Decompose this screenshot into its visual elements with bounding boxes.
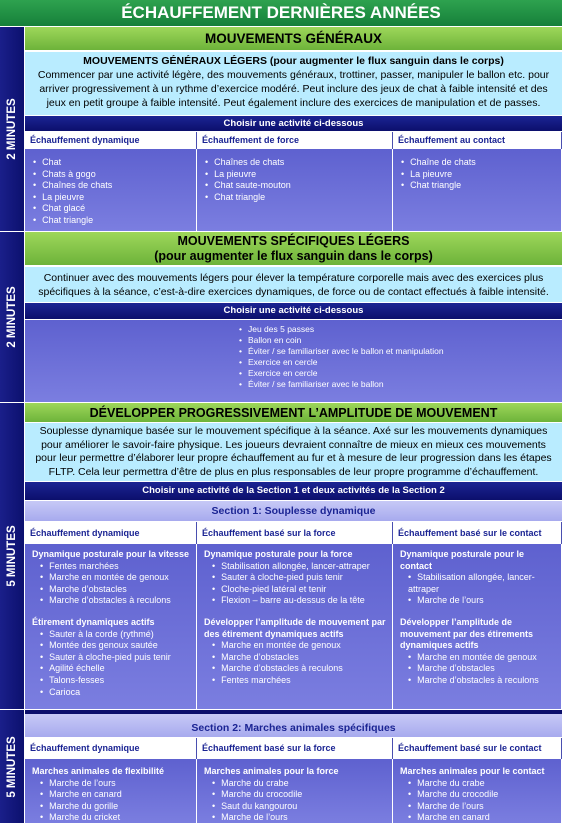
section-a-choose: Choisir une activité ci-dessous (25, 115, 562, 132)
group-title: Dynamique posturale pour la vitesse (32, 549, 190, 559)
section-a-intro-title: MOUVEMENTS GÉNÉRAUX LÉGERS (pour augmenter le flux sanguin dans le corps) (83, 55, 504, 67)
activity-list (204, 778, 392, 823)
column-header: Échauffement basé sur le contact (393, 738, 562, 759)
section-a-intro (25, 52, 562, 115)
column-header: Échauffement basé sur la force (197, 522, 393, 544)
activity-list (400, 778, 561, 823)
list-item: • Chaînes de chats (205, 157, 392, 169)
list-item: • Talons-fesses (40, 675, 196, 687)
section-a-intro-text: Commencer par une activité légère, des mouvements généraux, trottiner, passer, manipuler le ballon etc. pour arriver progressivement à un rythme d’exercice modéré. Peut inclure des jeux de chat à faible intensité et des jeux en petit groupe à faible intensité. Peut également inclure des exercices de manipulation et de passes. (37, 69, 550, 109)
activity-list (32, 561, 196, 607)
list-item: • Marche d’obstacles (212, 652, 392, 664)
section-c-choose: Choisir une activité de la Section 1 et deux activités de la Section 2 (25, 481, 562, 501)
list-item: • Éviter / se familiariser avec le ballon (239, 379, 562, 390)
list-item: • Chat triangle (33, 215, 196, 227)
time-label-d: 5 MINUTES (0, 710, 25, 823)
activity-list (33, 157, 196, 227)
column-body (393, 544, 562, 709)
list-item: • Marche du cricket (40, 812, 196, 823)
column-header: Échauffement au contact (393, 132, 562, 149)
list-item: • Montée des genoux sautée (40, 640, 196, 652)
section-b-heading-line2: (pour augmenter le flux sanguin dans le corps) (154, 249, 433, 263)
list-item: • Marche d’obstacles (40, 584, 196, 596)
section-a-column (25, 132, 197, 231)
list-item: • Marche de l’ours (408, 595, 561, 607)
list-item: • Marche du crabe (408, 778, 561, 790)
section-b-heading-line1: MOUVEMENTS SPÉCIFIQUES LÉGERS (177, 234, 410, 248)
activity-list (401, 157, 561, 192)
list-item: • Fentes marchées (212, 675, 392, 687)
list-item: • Marche de l’ours (212, 812, 392, 823)
column-body (197, 149, 393, 231)
list-item: • Marche en canard (408, 812, 561, 823)
column-body (393, 759, 562, 823)
column-header: Échauffement dynamique (25, 522, 197, 544)
list-item: • Ballon en coin (239, 335, 562, 346)
list-item: • Marche en canard (40, 789, 196, 801)
list-item: • Marche d’obstacles à reculons (40, 595, 196, 607)
page-title: ÉCHAUFFEMENT DERNIÈRES ANNÉES (0, 0, 562, 26)
list-item: • Marche du crocodile (212, 789, 392, 801)
section-b-heading (25, 232, 562, 266)
activity-list (400, 652, 561, 687)
group-title: Marches animales de flexibilité (32, 766, 165, 776)
group-title: Développer l’amplitude de mouvement par des étirement dynamiques actifs (204, 616, 386, 639)
section-c-heading: DÉVELOPPER PROGRESSIVEMENT L’AMPLITUDE DE MOUVEMENT (25, 403, 562, 423)
list-item: • Flexion – barre au-dessus de la tête (212, 595, 392, 607)
column-header: Échauffement basé sur la force (197, 738, 393, 759)
group-title: Dynamique posturale pour la force (204, 549, 353, 559)
list-item: • Marche du crocodile (408, 789, 561, 801)
list-item: • Éviter / se familiariser avec le ballon et manipulation (239, 346, 562, 357)
activity-list (204, 561, 392, 607)
group-title: Marches animales pour la force (204, 766, 339, 776)
list-item: • Chaînes de chats (33, 180, 196, 192)
list-item: • La pieuvre (33, 192, 196, 204)
group-title: Étirement dynamiques actifs (32, 616, 155, 627)
list-item: • Cloche-pied latéral et tenir (212, 584, 392, 596)
column-body (393, 149, 562, 231)
group-title: Développer l’amplitude de mouvement par des étirements dynamiques actifs (400, 616, 534, 651)
list-item: • Marche du gorille (40, 801, 196, 813)
list-item: • Chat (33, 157, 196, 169)
column-body (25, 149, 197, 231)
section-b-intro: Continuer avec des mouvements légers pour élever la température corporelle mais avec des exercices plus spécifiques à la séance, c’est-à-dire exercices dynamiques, de force ou de contact effectués à faible intensité. (25, 267, 562, 302)
column-body (25, 544, 197, 709)
section1-title: Section 1: Souplesse dynamique (25, 501, 562, 522)
activity-list (205, 157, 392, 203)
section-c-column (393, 522, 562, 709)
section-a-heading: MOUVEMENTS GÉNÉRAUX (25, 27, 562, 51)
list-item: • Chat triangle (401, 180, 561, 192)
time-label-c: 5 MINUTES (0, 403, 25, 709)
list-item: • Chat glacé (33, 203, 196, 215)
list-item: • La pieuvre (205, 169, 392, 181)
group-title: Marches animales pour le contact (400, 766, 545, 776)
column-header: Échauffement basé sur le contact (393, 522, 562, 544)
time-label-a: 2 MINUTES (0, 27, 25, 231)
section-c-column (25, 522, 197, 709)
column-body (197, 544, 393, 709)
list-item: • La pieuvre (401, 169, 561, 181)
list-item: • Chat triangle (205, 192, 392, 204)
list-item: • Marche de l’ours (40, 778, 196, 790)
list-item: • Chaîne de chats (401, 157, 561, 169)
column-body (197, 759, 393, 823)
list-item: • Chats à gogo (33, 169, 196, 181)
list-item: • Saut du kangourou (212, 801, 392, 813)
list-item: • Exercice en cercle (239, 357, 562, 368)
section-b-list (25, 320, 562, 402)
section-d-column (393, 738, 562, 823)
column-body (25, 759, 197, 823)
activity-list (204, 640, 392, 686)
column-header: Échauffement dynamique (25, 738, 197, 759)
list-item: • Marche du crabe (212, 778, 392, 790)
list-item: • Marche en montée de genoux (408, 652, 561, 664)
column-header: Échauffement de force (197, 132, 393, 149)
list-item: • Marche d’obstacles (408, 663, 561, 675)
list-item: • Sauter à cloche-pied puis tenir (212, 572, 392, 584)
section-a-columns (25, 132, 562, 231)
list-item: • Exercice en cercle (239, 368, 562, 379)
list-item: • Jeu des 5 passes (239, 324, 562, 335)
list-item: • Sauter à la corde (rythmé) (40, 629, 196, 641)
list-item: • Agilité échelle (40, 663, 196, 675)
section-a-column (197, 132, 393, 231)
section-d-column (25, 738, 197, 823)
list-item: • Marche de l’ours (408, 801, 561, 813)
list-item: • Marche en montée de genoux (40, 572, 196, 584)
activity-list (32, 778, 196, 823)
list-item: • Stabilisation allongée, lancer-attraper (212, 561, 392, 573)
list-item: • Chat saute-mouton (205, 180, 392, 192)
column-header: Échauffement dynamique (25, 132, 197, 149)
list-item: • Sauter à cloche-pied puis tenir (40, 652, 196, 664)
section2-title: Section 2: Marches animales spécifiques (25, 710, 562, 738)
section-d-column (197, 738, 393, 823)
list-item: • Stabilisation allongée, lancer-attraper (408, 572, 561, 595)
list-item: • Carioca (40, 687, 196, 699)
section-d-columns (25, 738, 562, 823)
activity-list (400, 572, 561, 607)
section-c-intro: Souplesse dynamique basée sur le mouvement spécifique à la séance. Axé sur les mouvements dynamiques pour améliorer le savoir-faire physique. Les joueurs devraient connaître de mieux en mieux ces mouvements pour leur permettre d’élaborer leur propre échauffement au fur et à mesure de leur progression dans les étapes FLTP. Cela leur permettra d’être de plus en plus responsables de leur propre programme d’échauffement. (25, 423, 562, 481)
group-title: Dynamique posturale pour le contact (400, 549, 525, 571)
time-label-b: 2 MINUTES (0, 232, 25, 402)
section-c-column (197, 522, 393, 709)
list-item: • Fentes marchées (40, 561, 196, 573)
section-b-choose: Choisir une activité ci-dessous (25, 302, 562, 320)
section-a-column (393, 132, 562, 231)
list-item: • Marche en montée de genoux (212, 640, 392, 652)
section-c-columns (25, 522, 562, 709)
list-item: • Marche d’obstacles à reculons (408, 675, 561, 687)
activity-list (32, 629, 196, 699)
list-item: • Marche d’obstacles à reculons (212, 663, 392, 675)
